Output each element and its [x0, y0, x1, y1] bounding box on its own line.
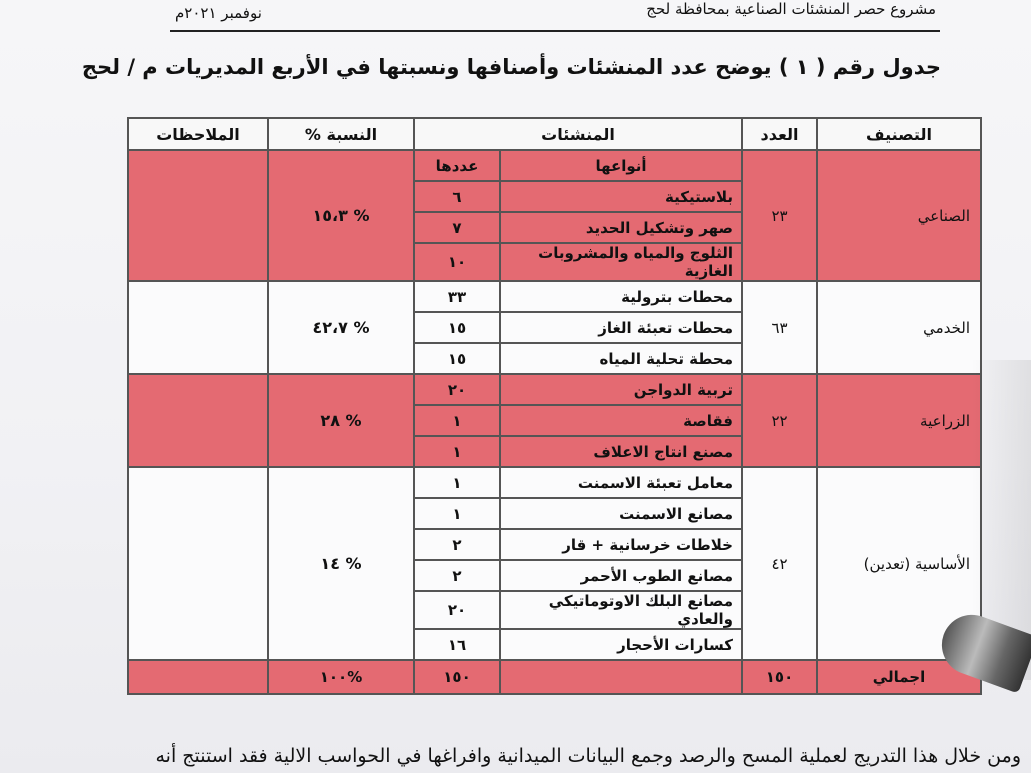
header-count: العدد — [742, 118, 817, 150]
subheader-types: أنواعها — [500, 150, 742, 181]
category-cell: الأساسية (تعدين) — [817, 467, 981, 660]
facility-type-cell: محطة تحلية المياه — [500, 343, 742, 374]
notes-cell — [128, 281, 268, 374]
date-header: نوفمبر ٢٠٢١م — [175, 4, 262, 22]
total-empty-cell — [500, 660, 742, 694]
notes-cell — [128, 150, 268, 281]
body-paragraph: ومن خلال هذا التدريج لعملية المسح والرصد وجمع البيانات الميدانية وافراغها في الحواسب الالية فقد استنتج أنه — [155, 745, 1021, 767]
facilities-table — [127, 117, 982, 695]
facility-number-cell: ٦ — [414, 181, 500, 212]
subheader-number: عددها — [414, 150, 500, 181]
total-count-cell: ١٥٠ — [742, 660, 817, 694]
facility-type-cell: محطات بترولية — [500, 281, 742, 312]
header-facilities: المنشئات — [414, 118, 742, 150]
facility-type-cell: مصانع البلك الاوتوماتيكي والعادي — [500, 591, 742, 629]
total-notes-cell — [128, 660, 268, 694]
total-label-cell: اجمالي — [817, 660, 981, 694]
facility-type-cell: تربية الدواجن — [500, 374, 742, 405]
header-category: التصنيف — [817, 118, 981, 150]
facility-number-cell: ١ — [414, 498, 500, 529]
facility-type-cell: مصانع الطوب الأحمر — [500, 560, 742, 591]
count-cell: ٤٢ — [742, 467, 817, 660]
notes-cell — [128, 374, 268, 467]
count-cell: ٢٣ — [742, 150, 817, 281]
table-row — [128, 150, 981, 181]
table-row — [128, 467, 981, 498]
ratio-cell: % ١٤ — [268, 467, 414, 660]
category-cell: الصناعي — [817, 150, 981, 281]
table-row — [128, 281, 981, 312]
table-row — [128, 374, 981, 405]
ratio-cell: % ٤٢،٧ — [268, 281, 414, 374]
facility-type-cell: مصنع انتاج الاعلاف — [500, 436, 742, 467]
facility-number-cell: ١٦ — [414, 629, 500, 660]
facility-number-cell: ٢٠ — [414, 591, 500, 629]
category-cell: الزراعية — [817, 374, 981, 467]
project-header: مشروع حصر المنشئات الصناعية بمحافظة لحج — [646, 0, 936, 18]
facility-number-cell: ١ — [414, 436, 500, 467]
category-cell: الخدمي — [817, 281, 981, 374]
facility-type-cell: فقاصة — [500, 405, 742, 436]
facility-number-cell: ١ — [414, 467, 500, 498]
ratio-cell: % ٢٨ — [268, 374, 414, 467]
facility-number-cell: ٢ — [414, 560, 500, 591]
ratio-cell: % ١٥،٣ — [268, 150, 414, 281]
facility-type-cell: مصانع الاسمنت — [500, 498, 742, 529]
facility-number-cell: ٢ — [414, 529, 500, 560]
count-cell: ٦٣ — [742, 281, 817, 374]
facility-type-cell: الثلوج والمياه والمشروبات الغازية — [500, 243, 742, 281]
facility-type-cell: صهر وتشكيل الحديد — [500, 212, 742, 243]
facility-type-cell: خلاطات خرسانية + قار — [500, 529, 742, 560]
facility-type-cell: محطات تعبئة الغاز — [500, 312, 742, 343]
total-row — [128, 660, 981, 694]
facility-number-cell: ١ — [414, 405, 500, 436]
facility-number-cell: ١٥ — [414, 312, 500, 343]
header-notes: الملاحظات — [128, 118, 268, 150]
count-cell: ٢٢ — [742, 374, 817, 467]
facility-type-cell: معامل تعبئة الاسمنت — [500, 467, 742, 498]
table-body — [128, 150, 981, 694]
facility-number-cell: ٣٣ — [414, 281, 500, 312]
header-ratio: النسبة % — [268, 118, 414, 150]
facility-type-cell: بلاستيكية — [500, 181, 742, 212]
notes-cell — [128, 467, 268, 660]
facility-number-cell: ٢٠ — [414, 374, 500, 405]
table-header-row — [128, 118, 981, 150]
facility-type-cell: كسارات الأحجار — [500, 629, 742, 660]
total-ratio-cell: %١٠٠ — [268, 660, 414, 694]
facility-number-cell: ٧ — [414, 212, 500, 243]
table-title: جدول رقم ( ١ ) يوضح عدد المنشئات وأصنافها ونسبتها في الأربع المديريات م / لحج — [81, 55, 941, 79]
facility-number-cell: ١٠ — [414, 243, 500, 281]
facility-number-cell: ١٥ — [414, 343, 500, 374]
total-number-cell: ١٥٠ — [414, 660, 500, 694]
